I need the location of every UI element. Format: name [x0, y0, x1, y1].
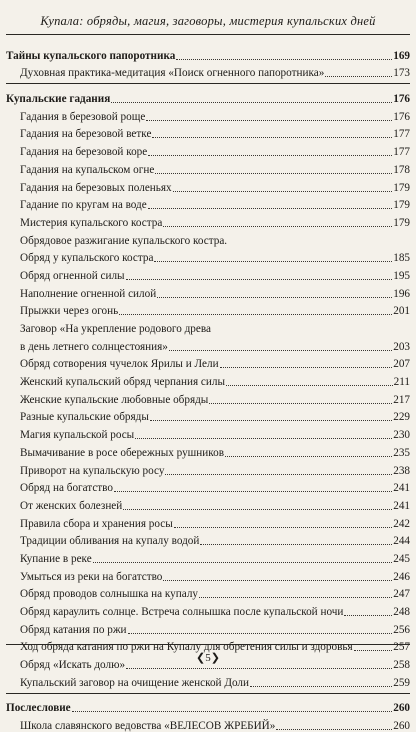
toc-entry: [6, 459, 410, 477]
toc-entry: [6, 353, 410, 371]
toc-entry: [6, 300, 410, 318]
dot-leader: [325, 66, 392, 77]
toc-entry-page: 246: [393, 570, 410, 583]
toc-entry-title: Гадания в березовой роще: [20, 110, 146, 123]
toc-entry: [6, 264, 410, 282]
footer-rule: [6, 644, 410, 645]
toc-entry-title: Заговор «На укрепление родового древа: [20, 323, 211, 335]
page-number-value: 5: [205, 652, 211, 664]
toc-entry: [6, 123, 410, 141]
toc-entry-title: Женский купальский обряд черпания силы: [20, 376, 225, 389]
dot-leader: [163, 216, 392, 227]
table-of-contents: [6, 44, 410, 732]
running-head: Купала: обряды, магия, заговоры, мистерия купальских дней: [40, 14, 376, 28]
section-heading-page: 260: [393, 702, 410, 715]
toc-entry: [6, 158, 410, 176]
toc-entry: [6, 618, 410, 636]
toc-entry-title: Традиции обливания на купалу водой: [20, 535, 200, 548]
toc-entry-title: Духовная практика-медитация «Поиск огненного папоротника»: [20, 67, 325, 80]
dot-leader: [163, 570, 392, 581]
dot-leader: [123, 499, 392, 510]
toc-entry: [6, 105, 410, 123]
toc-entry-title: Обряд огненной силы: [20, 269, 125, 282]
toc-entry-page: 238: [393, 464, 410, 477]
dot-leader: [72, 701, 393, 712]
toc-entry-title: Купание в реке: [20, 552, 92, 565]
toc-entry-page: 229: [393, 411, 410, 424]
toc-entry-title: Обряд на богатство: [20, 482, 113, 495]
toc-entry-page: 196: [393, 287, 410, 300]
dot-leader: [148, 145, 392, 156]
toc-entry-title: Школа славянского ведовства «ВЕЛЕСОВ ЖРЕБИЙ»: [20, 720, 276, 732]
toc-entry: [6, 600, 410, 618]
toc-entry-page: 195: [393, 269, 410, 282]
toc-entry-title: Магия купальской росы: [20, 429, 135, 442]
toc-entry-page: 248: [393, 606, 410, 618]
toc-entry-page: 245: [393, 552, 410, 565]
dot-leader: [111, 92, 392, 103]
toc-entry: [6, 176, 410, 194]
toc-entry-page: 203: [393, 340, 410, 353]
toc-entry: [6, 477, 410, 495]
section-divider: [6, 83, 410, 84]
section-heading: [6, 697, 410, 715]
toc-entry: [6, 406, 410, 424]
toc-entry-title: Купальский заговор на очищение женской Доли: [20, 676, 249, 689]
dot-leader: [199, 587, 392, 598]
toc-entry: [6, 140, 410, 158]
dot-leader: [148, 198, 393, 209]
dot-leader: [344, 605, 392, 616]
dot-leader: [165, 463, 392, 474]
toc-entry-page: 247: [393, 588, 410, 601]
dot-leader: [146, 110, 392, 121]
dot-leader: [157, 287, 392, 298]
toc-entry: [6, 583, 410, 601]
toc-entry: [6, 441, 410, 459]
page-number: ❮5❯: [196, 652, 220, 664]
toc-entry-page: 177: [393, 146, 410, 159]
toc-entry-page: 211: [393, 376, 410, 389]
toc-entry-title: Приворот на купальскую росу: [20, 464, 165, 477]
dot-leader: [150, 410, 392, 421]
toc-entry-title: Гадание по кругам на воде: [20, 199, 147, 212]
toc-entry-page: 235: [393, 446, 410, 459]
toc-entry-title: Мистерия купальского костра: [20, 216, 163, 229]
dot-leader: [93, 552, 393, 563]
toc-entry-page: 260: [393, 720, 410, 732]
section-heading-title: Купальские гадания: [6, 93, 111, 106]
dot-leader: [155, 163, 392, 174]
dot-leader: [173, 180, 393, 191]
toc-entry: [6, 370, 410, 388]
toc-entry-page: 179: [393, 199, 410, 212]
toc-entry: [6, 714, 410, 732]
toc-entry-page: 217: [393, 393, 410, 406]
toc-entry-page: 173: [393, 67, 410, 80]
toc-entry-page: 241: [393, 482, 410, 495]
toc-entry-title: От женских болезней: [20, 499, 123, 512]
toc-entry-page: 230: [393, 429, 410, 442]
toc-entry: [6, 247, 410, 265]
section-heading-title: Послесловие: [6, 702, 71, 715]
toc-entry-title: Прыжки через огонь: [20, 305, 119, 318]
dot-leader: [220, 357, 393, 368]
toc-entry-title: Наполнение огненной силой: [20, 287, 157, 300]
dot-leader: [126, 269, 393, 280]
dot-leader: [225, 446, 392, 457]
section-heading-page: 169: [393, 49, 410, 62]
dot-leader: [250, 676, 392, 687]
toc-entry: [6, 530, 410, 548]
toc-entry-title: Гадания на березовых поленьях: [20, 181, 172, 194]
dot-leader: [276, 719, 392, 730]
toc-entry-page: 185: [393, 252, 410, 265]
section-heading: [6, 44, 410, 62]
toc-entry-page: 207: [393, 358, 410, 371]
toc-entry-page: 256: [393, 623, 410, 636]
toc-entry-title: Разные купальские обряды: [20, 411, 149, 424]
toc-entry-page: 176: [393, 110, 410, 123]
toc-entry-page: 242: [393, 517, 410, 530]
toc-entry: [6, 229, 410, 247]
toc-entry: [6, 388, 410, 406]
toc-entry: [6, 211, 410, 229]
dot-leader: [114, 481, 392, 492]
section-heading-title: Тайны купальского папоротника: [6, 49, 176, 62]
dot-leader: [169, 340, 392, 351]
dot-leader: [154, 251, 392, 262]
section-divider: [6, 693, 410, 694]
dot-leader: [209, 393, 392, 404]
toc-entry: [6, 335, 410, 353]
toc-entry-title: Гадания на купальском огне: [20, 163, 155, 176]
toc-entry-title: Обряд «Искать долю»: [20, 659, 126, 672]
toc-entry-title: Вымачивание в росе обережных рушников: [20, 446, 225, 459]
toc-entry-page: 257: [393, 641, 410, 654]
dot-leader: [226, 375, 393, 386]
toc-entry-title: Гадания на березовой коре: [20, 146, 148, 159]
dot-leader: [128, 623, 393, 634]
toc-entry: [6, 423, 410, 441]
toc-entry: [6, 547, 410, 565]
toc-entry-page: 258: [393, 659, 410, 672]
toc-entry-title: Женские купальские любовные обряды: [20, 393, 209, 406]
toc-entry-title: Обряд сотворения чучелок Ярилы и Лели: [20, 358, 219, 371]
toc-entry: [6, 282, 410, 300]
toc-entry: [6, 62, 410, 80]
toc-entry-title: Умыться из реки на богатство: [20, 570, 163, 583]
toc-entry-page: 177: [393, 128, 410, 141]
toc-entry-page: 179: [393, 216, 410, 229]
toc-entry: [6, 317, 410, 335]
header-rule: [6, 34, 410, 35]
toc-entry-page: 241: [393, 499, 410, 512]
dot-leader: [152, 127, 392, 138]
toc-entry-title: Обряд караулить солнце. Встреча солнышка после купальской ночи: [20, 606, 344, 618]
dot-leader: [119, 304, 392, 315]
toc-entry-page: 179: [393, 181, 410, 194]
section-heading-page: 176: [393, 93, 410, 106]
toc-entry-title: Обрядовое разжигание купальского костра.: [20, 234, 228, 247]
toc-entry-page: 244: [393, 535, 410, 548]
section-heading: [6, 87, 410, 105]
dot-leader: [354, 640, 393, 651]
toc-entry: [6, 671, 410, 689]
toc-entry-page: 201: [393, 305, 410, 318]
dot-leader: [200, 534, 392, 545]
dot-leader: [176, 49, 392, 60]
toc-entry: [6, 194, 410, 212]
toc-entry-title: Правила сбора и хранения росы: [20, 517, 173, 530]
toc-entry-title: Обряд у купальского костра: [20, 252, 154, 265]
dot-leader: [135, 428, 392, 439]
toc-entry-page: 178: [393, 163, 410, 176]
toc-entry-title: Обряд проводов солнышка на купалу: [20, 588, 199, 601]
toc-entry: [6, 494, 410, 512]
dot-leader: [174, 516, 392, 527]
toc-entry: [6, 565, 410, 583]
toc-entry-title: в день летнего солнцестояния»: [20, 340, 168, 353]
toc-entry-title: Ход обряда катания по ржи на Купалу для обретения силы и здоровья: [20, 641, 353, 654]
toc-entry-page: 259: [393, 676, 410, 689]
toc-entry-title: Обряд катания по ржи: [20, 623, 127, 636]
toc-entry-title: Гадания на березовой ветке: [20, 128, 152, 141]
toc-entry: [6, 512, 410, 530]
